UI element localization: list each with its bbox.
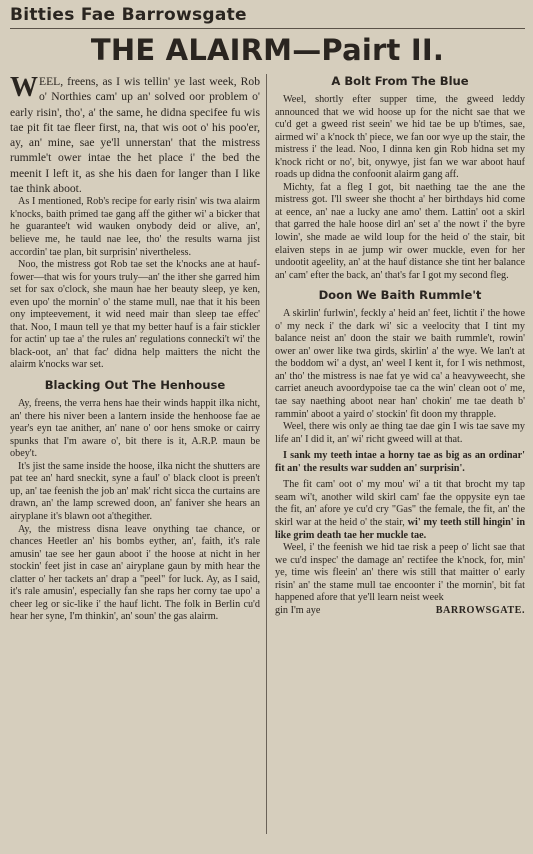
subheading-doon-we-baith: Doon We Baith Rummle't (318, 288, 482, 303)
bold-text: wi' my teeth still hingin' in like grim death tae her muckle tae. (275, 516, 525, 541)
headline: THE ALAIRM—Pairt II. (90, 33, 445, 67)
paragraph: Michty, fat a fleg I got, bit naething tae the ane the mistress got. I'll sweer she thocht a' her birthdays hid come at eence, an' nae a lucky ane amo' them. Lattin' oot a skirl that garred the hale hoose dirl an' set a' the nowt i' the byre lowin', she made ae wild loup for the heid o' the stair, bit elaiven steps in ae jump wir ower muckle, even for her undootit ageelity, an' at the hauf distance she tint her balance an' cam' efter the back, an' that's far I got my second fleg. (275, 181, 525, 281)
paragraph: Ay, the mistress disna leave onything tae chance, or chances Heetler an' his bombs eyther, an', faith, it's rale amusin' tae see her gaun aboot i' the hoose at nicht in her stockin' feet jist in case an' airyplane gaun by mith hear the clatter o' her tackets an' drap a "peel" for luck. Ay, as I said, it's rale amusin', especially fan she raps her corny tae upo' a cheer leg or sic-like i' the hauf licht. The folk in Berlin cu'd hear her syne, I'm thinkin', an' soun' the gas alairm. (10, 523, 260, 623)
paragraph: Weel, there wis only ae thing tae dae gin I wis tae save my life an' I did it, an' wi' richt gweed will at that. (275, 421, 525, 445)
paragraph-text: The fit cam' oot o' my mou' wi' a tit that brocht my tap seam wi't, another wild skirl cam' fae the oppysite eyn tae the fit, an' afore ye cu'd cry "Gas" the female, the fit, an' the skirl war at the heid o' the stair, (275, 479, 525, 528)
paragraph: As I mentioned, Rob's recipe for early risin' wis twa alairm k'nocks, baith primed tae gang aff the gither wi' a bicker that he guarantee't wid wauken onybody deid or alive, an', believe me, he tauld nae lee, tho' the results warna jist accordin' tae plan, bit surprisin' nivertheless. (10, 196, 260, 258)
paragraph (275, 479, 525, 542)
subheading-blacking-out: Blacking Out The Henhouse (44, 378, 226, 393)
lead-text: EEL, freens, as I wis tellin' ye last week, Rob o' Northies cam' up an' solved oor problem o' early risin', tho', a' the same, he didna specifee fu wis tae pit fit tae fleer first, na, that wis oot o' his poo'er, ay, an' mine, sae ye'll unnerstan' that the mistress rummle't ower intae the het place i' the bed the meenit I left it, as she his daen for langer than I like tae think aboot. (10, 75, 260, 196)
signoff (275, 605, 525, 618)
paragraph: Weel, i' the feenish we hid tae risk a peep o' licht sae that we cu'd inspec' the damage an' rectifee the k'nock, for, min' ye, time wis fleein' an' there wis still that maitter o' early risin' an' the stame mull tae encoonter i' the mornin', bit fat happened afore that ye'll learn neist week (275, 542, 525, 604)
drop-cap: W (10, 74, 38, 103)
bold-paragraph: I sank my teeth intae a horny tae as big as an ordinar' fit an' the results war sudden an' surprisin'. (275, 450, 525, 474)
paragraph: Weel, shortly efter supper time, the gweed leddy announced that we wid hoose up for the nicht sae that we cu'd get a gweed rist seein' we hid tae be up b'times, sae, airmed wi' a k'nock th' piece, we fan oor wye up the stair, the mistress i' the lead. Noo, I dinna ken gin Rob hidna set my k'nock richt or no', bit, onywye, jist fan we war aboot hauf roads up didna the confoonit alairm gang aff. (275, 94, 525, 181)
signature: BARROWSGATE. (435, 604, 525, 616)
paragraph: It's jist the same inside the hoose, ilka nicht the shutters are pat tee an' hard sneckit, syne a faul' o' black cloot is preen't up, an' tae feenish the job an' mak' richt sicca the curtains are drawn, an' the lamp screwed doon, an' faniver she hears an airyplane it's blawn oot a'thegither. (10, 460, 260, 522)
left-column (10, 74, 267, 834)
right-column (267, 74, 525, 834)
paragraph: Ay, freens, the verra hens hae their winds happit ilka nicht, an' there his niver been a lantern inside the henhoose fae ae year's eyn tae anither, an' nane o' oor hens smoke or cairry spunks that I'm aware o', bit there is it, A.R.P. maun be obey't. (10, 398, 260, 460)
article-columns (10, 74, 525, 834)
title-rule (10, 28, 525, 29)
paragraph: Noo, the mistress got Rob tae set the k'nocks ane at hauf-fower—that wis for yours truly—an' the ither she garred him set for sax o'clock, she maun hae her beauty sleep, ye ken, even upo' the mornin' o' the stame mull, nae that it his been ony impteevement, it wid need mair than sleep tae effec' that. Noo, I maun tell ye that my better hauf is a fair stickler for actin' up tae a' the rules an' regulations connecki't wi' the black-oot, an' that fac' didna help maitters the nicht the alairm k'nocks war set. (10, 259, 260, 371)
lead-paragraph (10, 74, 260, 196)
subheading-bolt-from-blue: A Bolt From The Blue (331, 74, 469, 88)
closing-text: gin I'm aye (275, 604, 321, 616)
series-title: Bitties Fae Barrowsgate (10, 5, 247, 25)
paragraph: A skirlin' furlwin', feckly a' heid an' feet, lichtit i' the howe o' my neck i' the dark wi' sic a veelocity that I tint my balance neist an' doon the stair we baith rummle't, rowin' ower an' ower like twa girds, skirlin' a' the wye. We lan't at the boddom wi' a dyst, an' weel I kent it, for I wis nethmost, an' tho' the mistress is nae fat ye wid ca' a heavyweecht, she carriet aneuch avoordypoise tae ca the win' clean oot o' me, tae say naething aboot near han' chokin' me tae death b' rammin' aboot a yaird o' stockin' fit doon my thrapple. (275, 308, 525, 420)
